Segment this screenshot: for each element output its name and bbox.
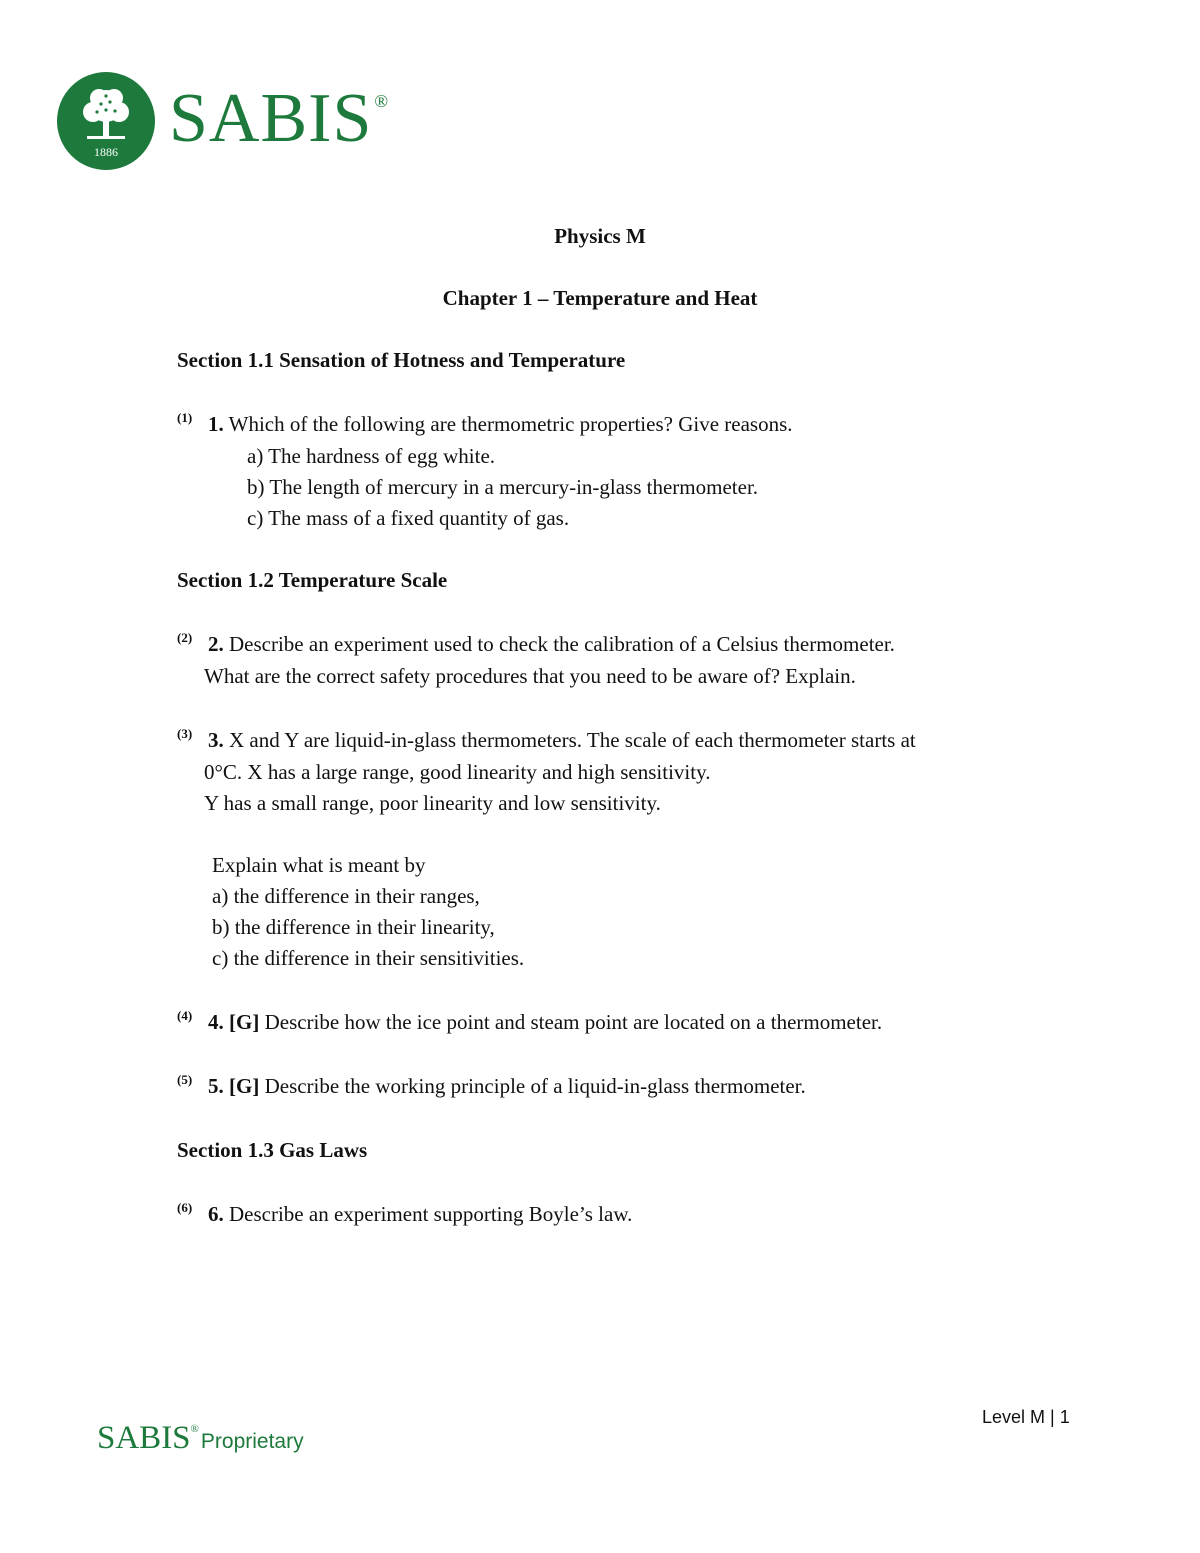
question-2 bbox=[208, 632, 895, 657]
question-number: 1. bbox=[208, 412, 224, 436]
question-text: Describe how the ice point and steam point are located on a thermometer. bbox=[259, 1010, 883, 1034]
question-1 bbox=[208, 412, 793, 437]
question-text-continued: Y has a small range, poor linearity and low sensitivity. bbox=[204, 791, 661, 815]
question-number: 2. bbox=[208, 632, 224, 656]
registered-mark: ® bbox=[374, 91, 390, 111]
seal-year: 1886 bbox=[94, 145, 118, 159]
question-marker: (3) bbox=[177, 726, 193, 741]
question-number: 4. bbox=[208, 1010, 224, 1034]
question-number: 6. bbox=[208, 1202, 224, 1226]
tree-seal-icon bbox=[57, 72, 155, 170]
chapter-title: Chapter 1 – Temperature and Heat bbox=[442, 286, 758, 310]
question-text: Describe an experiment used to check the calibration of a Celsius thermometer. bbox=[223, 632, 895, 656]
question-marker: (1) bbox=[177, 410, 193, 425]
option-a: a) the difference in their ranges, bbox=[212, 884, 480, 908]
question-6 bbox=[208, 1202, 632, 1227]
question-text-continued: What are the correct safety procedures that you need to be aware of? Explain. bbox=[204, 664, 856, 688]
question-5 bbox=[208, 1074, 806, 1099]
question-marker: (5) bbox=[177, 1072, 193, 1087]
option-b: b) the difference in their linearity, bbox=[212, 915, 495, 939]
brand-name: SABIS bbox=[169, 80, 373, 157]
question-text-continued: 0°C. X has a large range, good linearity and high sensitivity. bbox=[204, 760, 711, 784]
guided-tag: [G] bbox=[229, 1074, 260, 1098]
guided-tag: [G] bbox=[229, 1010, 260, 1034]
question-text: Describe the working principle of a liquid-in-glass thermometer. bbox=[259, 1074, 806, 1098]
footer-brand: SABIS bbox=[97, 1420, 191, 1456]
question-text: X and Y are liquid-in-glass thermometers. The scale of each thermometer starts at bbox=[223, 728, 916, 752]
option-b: b) The length of mercury in a mercury-in-glass thermometer. bbox=[247, 475, 759, 499]
question-number: 3. bbox=[208, 728, 224, 752]
question-text: Which of the following are thermometric properties? Give reasons. bbox=[223, 412, 793, 436]
question-prompt: Explain what is meant by bbox=[212, 853, 426, 877]
option-c: c) the difference in their sensitivities. bbox=[212, 946, 525, 970]
question-4 bbox=[208, 1010, 882, 1035]
footer-registered-mark: ® bbox=[190, 1423, 199, 1435]
footer-logo bbox=[97, 1420, 304, 1457]
section-heading: Section 1.3 Gas Laws bbox=[177, 1138, 368, 1162]
section-heading: Section 1.2 Temperature Scale bbox=[177, 568, 448, 592]
page-number: Level M | 1 bbox=[982, 1407, 1070, 1427]
question-marker: (4) bbox=[177, 1008, 193, 1023]
question-marker: (2) bbox=[177, 630, 193, 645]
brand-wordmark bbox=[169, 80, 390, 170]
question-text: Describe an experiment supporting Boyle’s law. bbox=[223, 1202, 633, 1226]
question-3 bbox=[208, 728, 916, 753]
sabis-logo bbox=[57, 72, 417, 172]
page-title: Physics M bbox=[554, 224, 646, 248]
section-heading: Section 1.1 Sensation of Hotness and Temperature bbox=[177, 348, 626, 372]
footer-proprietary: Proprietary bbox=[200, 1430, 304, 1453]
option-a: a) The hardness of egg white. bbox=[247, 444, 496, 468]
option-c: c) The mass of a fixed quantity of gas. bbox=[247, 506, 570, 530]
question-marker: (6) bbox=[177, 1200, 193, 1215]
question-number: 5. bbox=[208, 1074, 224, 1098]
